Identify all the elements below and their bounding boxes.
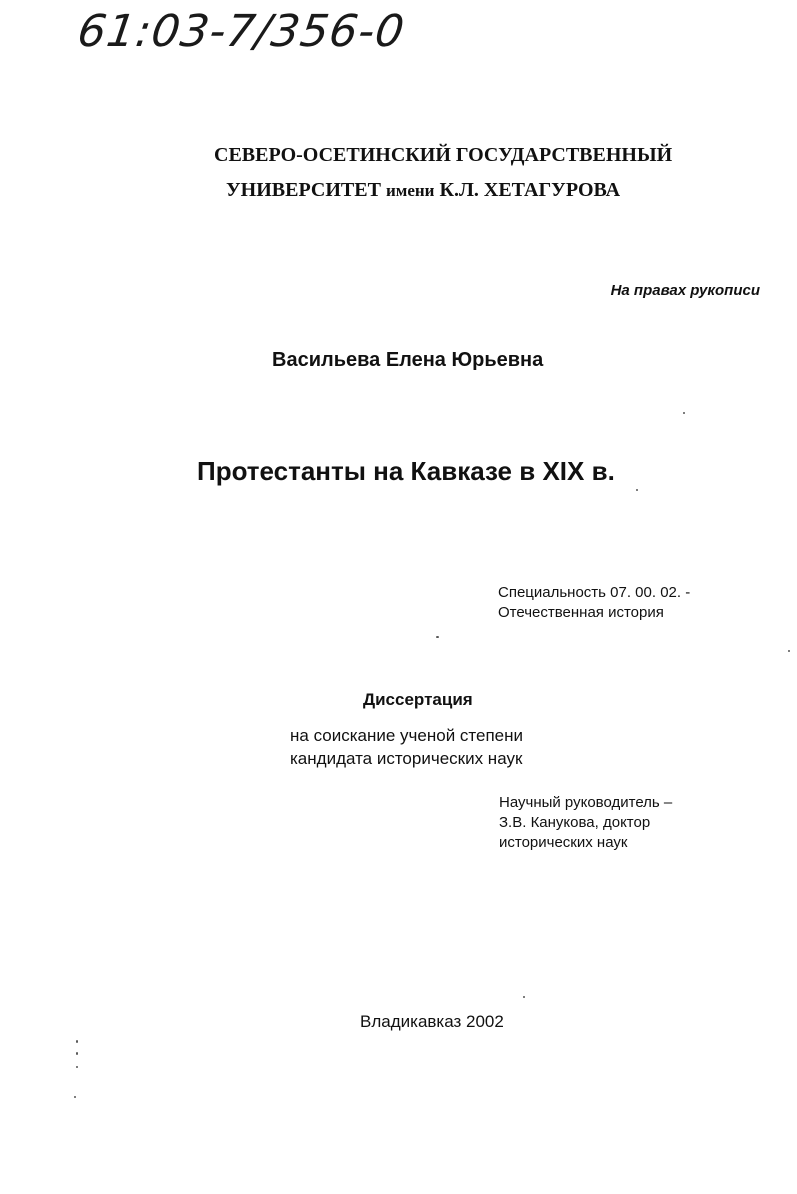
manuscript-rights-note: На правах рукописи [610, 282, 760, 299]
advisor-name: З.В. Канукова, доктор [499, 814, 651, 831]
university-named-after: имени [385, 181, 435, 200]
specialty-name: Отечественная история [498, 604, 664, 621]
city-and-year: Владикавказ 2002 [360, 1012, 504, 1031]
dissertation-degree [290, 724, 523, 770]
university-word: УНИВЕРСИТЕТ [226, 179, 381, 201]
advisor-degree: исторических наук [499, 834, 628, 851]
dissertation-title: Протестанты на Кавказе в XIX в. [197, 456, 615, 486]
scan-speck [636, 489, 638, 491]
author-name: Васильева Елена Юрьевна [272, 349, 544, 371]
scan-speck [788, 650, 790, 652]
scan-speck [436, 636, 439, 638]
degree-line2: кандидата исторических наук [290, 749, 523, 768]
advisor-block [499, 793, 672, 853]
advisor-label: Научный руководитель – [499, 794, 673, 811]
specialty-block [498, 583, 690, 623]
degree-line1: на соискание ученой степени [290, 726, 524, 745]
dissertation-heading: Диссертация [363, 690, 473, 709]
university-name-line1: СЕВЕРО-ОСЕТИНСКИЙ ГОСУДАРСТВЕННЫЙ [214, 144, 673, 166]
scan-speck [76, 1066, 78, 1068]
handwritten-archive-code: 61:03-7/356-0 [74, 6, 408, 57]
university-person: К.Л. ХЕТАГУРОВА [439, 179, 621, 201]
university-name-line2 [226, 179, 620, 202]
specialty-code: Специальность 07. 00. 02. - [498, 584, 691, 601]
scan-speck [74, 1096, 76, 1098]
scan-speck [76, 1052, 78, 1055]
scan-speck [76, 1040, 78, 1043]
scan-speck [523, 996, 525, 998]
scan-speck [683, 412, 685, 414]
